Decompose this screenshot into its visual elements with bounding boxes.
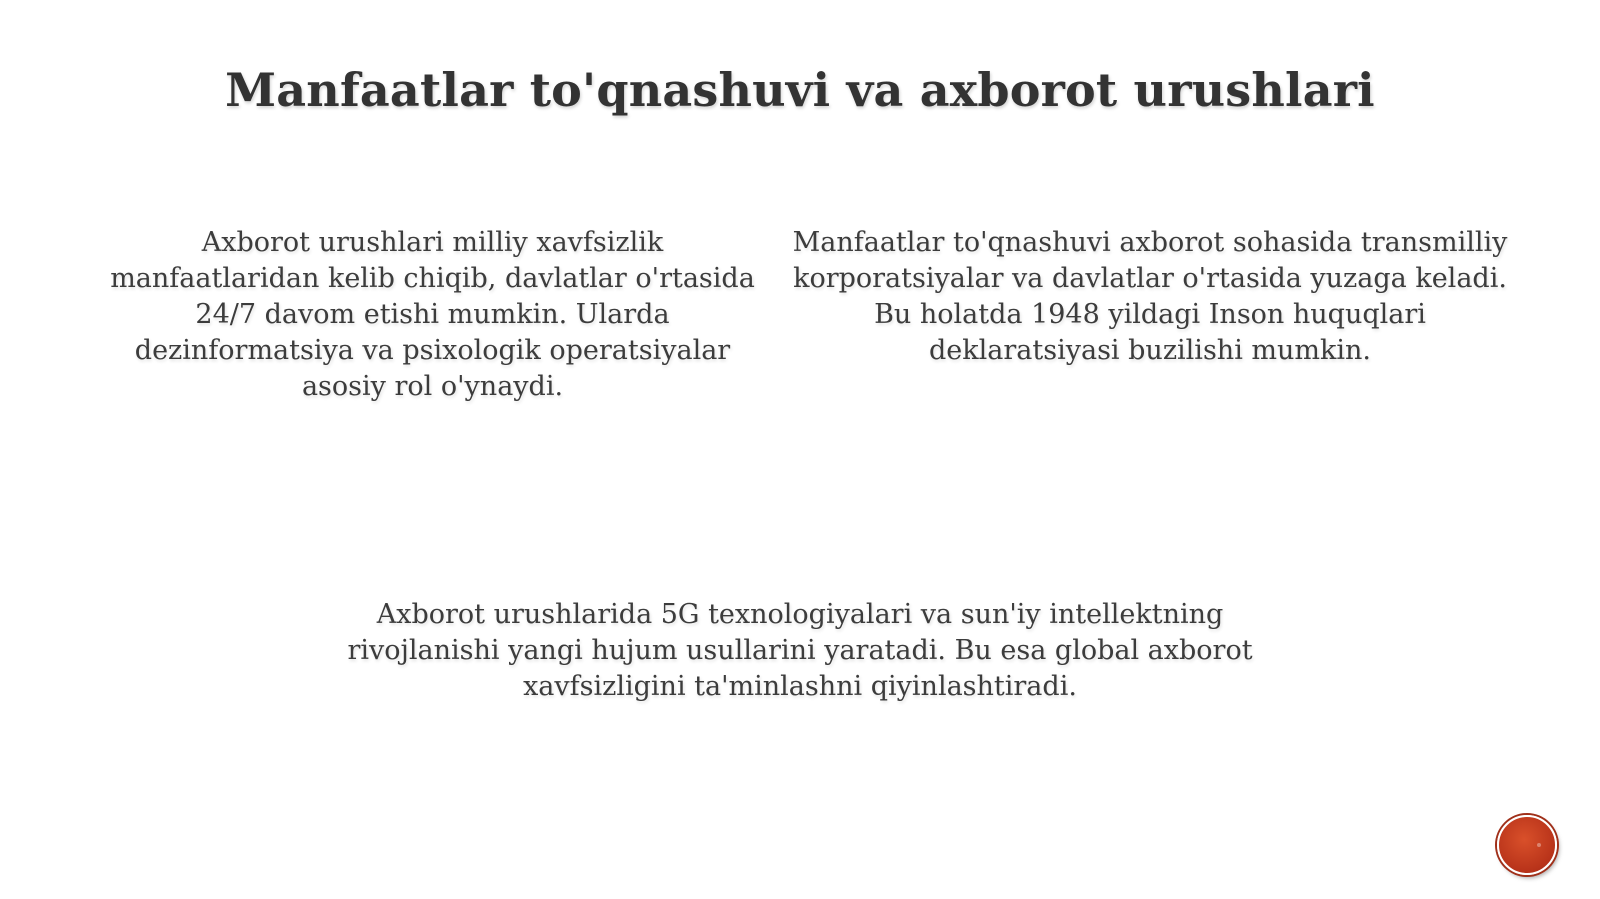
text-block-bottom: Axborot urushlarida 5G texnologiyalari va sun'iy intellektning rivojlanishi yangi hujum usullarini yaratadi. Bu esa global axborot xavfsizligini ta'minlashni qiyinlashtiradi.: [347, 599, 1253, 702]
text-block-right: Manfaatlar to'qnashuvi axborot sohasida transmilliy korporatsiyalar va davlatlar o'rtasida yuzaga keladi. Bu holatda 1948 yildagi Inson huquqlari deklaratsiyasi buzilishi mumkin.: [792, 227, 1508, 366]
slide-title: Manfaatlar to'qnashuvi va axborot urushlari: [225, 63, 1375, 117]
next-slide-button[interactable]: [1497, 815, 1557, 875]
text-block-left: Axborot urushlari milliy xavfsizlik manfaatlaridan kelib chiqib, davlatlar o'rtasida 24/7 davom etishi mumkin. Ularda dezinformatsiya va psixologik operatsiyalar asosiy rol o'ynaydi.: [110, 227, 755, 402]
next-slide-icon: [1537, 843, 1541, 847]
